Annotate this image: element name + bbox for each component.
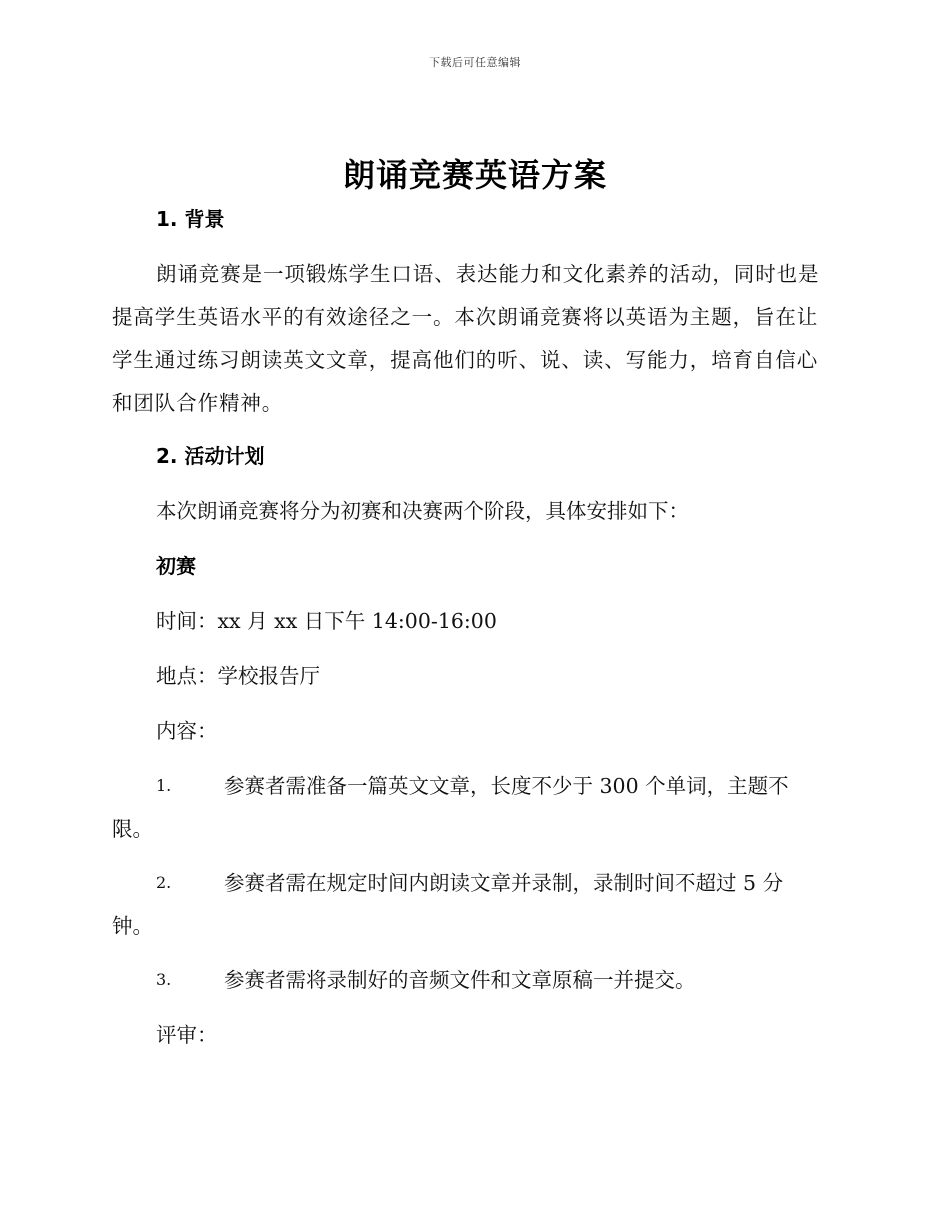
list-item-text: 参赛者需在规定时间内朗读文章并录制，录制时间不超过 5 分: [224, 871, 784, 895]
list-item-text-continued: 限。: [112, 817, 153, 841]
paragraph-line: 和团队合作精神。: [112, 391, 284, 415]
list-item-number: 1.: [156, 776, 172, 795]
paragraph-line: 朗诵竞赛是一项锻炼学生口语、表达能力和文化素养的活动，同时也是: [156, 262, 820, 286]
header-note: 下载后可任意编辑: [429, 56, 521, 69]
review-label: 评审：: [156, 1023, 218, 1047]
document-title: 朗诵竞赛英语方案: [342, 156, 607, 194]
list-item-number: 2.: [156, 873, 172, 892]
section-heading-background: 1. 背景: [156, 207, 225, 231]
paragraph-line: 学生通过练习朗读英文文章，提高他们的听、说、读、写能力，培育自信心: [112, 348, 819, 372]
paragraph-line: 提高学生英语水平的有效途径之一。本次朗诵竞赛将以英语为主题，旨在让: [112, 305, 819, 329]
intro-line: 本次朗诵竞赛将分为初赛和决赛两个阶段，具体安排如下：: [156, 499, 689, 523]
time-line: 时间：xx 月 xx 日下午 14:00-16:00: [156, 609, 497, 633]
section-heading-activity-plan: 2. 活动计划: [156, 444, 265, 468]
subheading-preliminary: 初赛: [156, 554, 196, 578]
list-item-text: 参赛者需将录制好的音频文件和文章原稿一并提交。: [224, 968, 696, 992]
place-line: 地点：学校报告厅: [156, 664, 320, 688]
content-label: 内容：: [156, 719, 218, 743]
list-item-text-continued: 钟。: [112, 914, 153, 938]
list-item-number: 3.: [156, 970, 172, 989]
list-item-text: 参赛者需准备一篇英文文章，长度不少于 300 个单词，主题不: [224, 774, 789, 798]
